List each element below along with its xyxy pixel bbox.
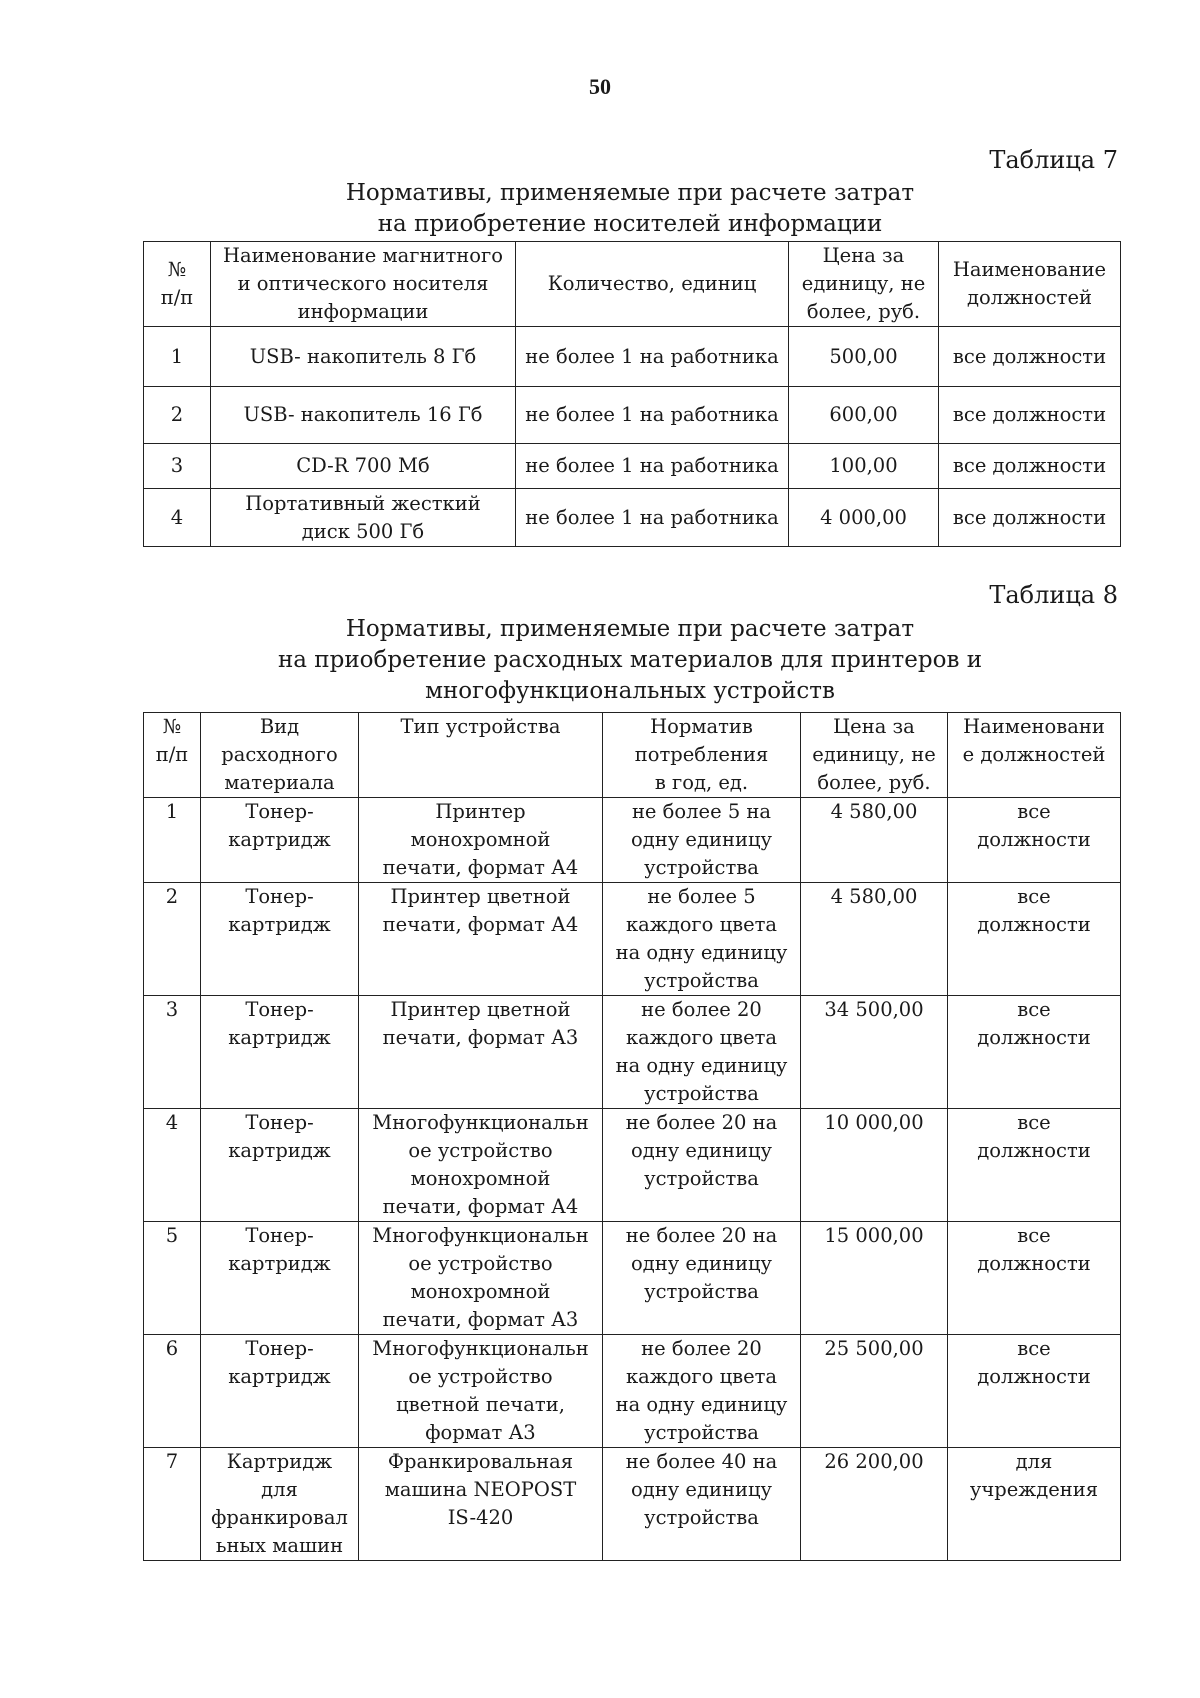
table8-header-cell: Вид расходного материала xyxy=(201,713,359,798)
table-cell: все должности xyxy=(948,798,1121,883)
table-cell: Многофункциональн ое устройство цветной печати, формат А3 xyxy=(359,1335,603,1448)
table-cell: не более 1 на работника xyxy=(516,444,789,489)
table8-title xyxy=(140,614,1120,707)
table8-label: Таблица 8 xyxy=(989,581,1118,609)
table7-header-cell: Наименование должностей xyxy=(939,242,1121,327)
table8-header-cell: № п/п xyxy=(144,713,201,798)
table-cell: 500,00 xyxy=(789,327,939,387)
table-cell: все должности xyxy=(939,387,1121,444)
table-cell: Тонер- картридж xyxy=(201,1335,359,1448)
table-cell: Франкировальная машина NEOPOST IS-420 xyxy=(359,1448,603,1561)
table-row xyxy=(144,1109,1121,1222)
table7-title-line: на приобретение носителей информации xyxy=(377,211,883,237)
table7-title-line: Нормативы, применяемые при расчете затрат xyxy=(345,180,915,206)
table7-header-cell: Наименование магнитного и оптического носителя информации xyxy=(211,242,516,327)
table-cell: 6 xyxy=(144,1335,201,1448)
table-cell: не более 1 на работника xyxy=(516,489,789,547)
table8-header-row xyxy=(144,713,1121,798)
table-cell: Портативный жесткий диск 500 Гб xyxy=(211,489,516,547)
table7-title xyxy=(140,178,1120,240)
table-row xyxy=(144,387,1121,444)
table-cell: 15 000,00 xyxy=(801,1222,948,1335)
table-cell: 2 xyxy=(144,387,211,444)
table-cell: 3 xyxy=(144,996,201,1109)
page-number: 50 xyxy=(589,74,611,99)
table8-header-cell: Норматив потребления в год, ед. xyxy=(603,713,801,798)
table-cell: не более 20 на одну единицу устройства xyxy=(603,1222,801,1335)
table-cell: все должности xyxy=(939,327,1121,387)
table-cell: 600,00 xyxy=(789,387,939,444)
table-row xyxy=(144,327,1121,387)
table-cell: Принтер цветной печати, формат А3 xyxy=(359,996,603,1109)
table-cell: 1 xyxy=(144,798,201,883)
table-row xyxy=(144,1448,1121,1561)
table-cell: 2 xyxy=(144,883,201,996)
table7 xyxy=(143,241,1121,547)
table-cell: 4 xyxy=(144,1109,201,1222)
table-cell: 10 000,00 xyxy=(801,1109,948,1222)
table7-header-cell: № п/п xyxy=(144,242,211,327)
table-cell: 4 580,00 xyxy=(801,883,948,996)
table-cell: Принтер монохромной печати, формат А4 xyxy=(359,798,603,883)
table-cell: не более 1 на работника xyxy=(516,327,789,387)
table8-header-cell: Цена за единицу, не более, руб. xyxy=(801,713,948,798)
table-cell: 26 200,00 xyxy=(801,1448,948,1561)
table-cell: все должности xyxy=(939,489,1121,547)
table7-header-cell: Количество, единиц xyxy=(516,242,789,327)
table8-title-line: многофункциональных устройств xyxy=(425,678,835,704)
table8-header-cell: Наименовани е должностей xyxy=(948,713,1121,798)
table7-label: Таблица 7 xyxy=(989,146,1118,174)
table-cell: Тонер- картридж xyxy=(201,1109,359,1222)
table-cell: Тонер- картридж xyxy=(201,798,359,883)
table-cell: все должности xyxy=(948,1109,1121,1222)
table-cell: 34 500,00 xyxy=(801,996,948,1109)
table-cell: не более 20 каждого цвета на одну единицу устройства xyxy=(603,996,801,1109)
table-cell: не более 5 на одну единицу устройства xyxy=(603,798,801,883)
table-cell: все должности xyxy=(948,1222,1121,1335)
table7-header-row xyxy=(144,242,1121,327)
table-cell: Многофункциональн ое устройство монохромной печати, формат А3 xyxy=(359,1222,603,1335)
table-cell: 5 xyxy=(144,1222,201,1335)
table8-title-line: на приобретение расходных материалов для принтеров и xyxy=(277,647,983,673)
table8-title-line: Нормативы, применяемые при расчете затрат xyxy=(345,616,915,642)
table-cell: не более 1 на работника xyxy=(516,387,789,444)
table-cell: Многофункциональн ое устройство монохромной печати, формат А4 xyxy=(359,1109,603,1222)
table-cell: Тонер- картридж xyxy=(201,1222,359,1335)
table-cell: все должности xyxy=(939,444,1121,489)
table-row xyxy=(144,444,1121,489)
table-cell: Тонер- картридж xyxy=(201,996,359,1109)
table-cell: 4 000,00 xyxy=(789,489,939,547)
table-cell: 1 xyxy=(144,327,211,387)
table-cell: 3 xyxy=(144,444,211,489)
table-cell: не более 20 на одну единицу устройства xyxy=(603,1109,801,1222)
table-cell: 100,00 xyxy=(789,444,939,489)
table-cell: Картридж для франкировал ьных машин xyxy=(201,1448,359,1561)
table-cell: 25 500,00 xyxy=(801,1335,948,1448)
table7-header-cell: Цена за единицу, не более, руб. xyxy=(789,242,939,327)
table-cell: 4 xyxy=(144,489,211,547)
table-cell: все должности xyxy=(948,996,1121,1109)
table-cell: 7 xyxy=(144,1448,201,1561)
table-cell: Тонер- картридж xyxy=(201,883,359,996)
table-row xyxy=(144,1335,1121,1448)
table-cell: Принтер цветной печати, формат А4 xyxy=(359,883,603,996)
table-row xyxy=(144,798,1121,883)
table-cell: для учреждения xyxy=(948,1448,1121,1561)
table8-header-cell: Тип устройства xyxy=(359,713,603,798)
table-cell: не более 40 на одну единицу устройства xyxy=(603,1448,801,1561)
table-cell: все должности xyxy=(948,883,1121,996)
table-cell: 4 580,00 xyxy=(801,798,948,883)
table-cell: не более 20 каждого цвета на одну единицу устройства xyxy=(603,1335,801,1448)
table-row xyxy=(144,883,1121,996)
table-cell: USB- накопитель 16 Гб xyxy=(211,387,516,444)
table-cell: не более 5 каждого цвета на одну единицу устройства xyxy=(603,883,801,996)
table-row xyxy=(144,1222,1121,1335)
table-row xyxy=(144,489,1121,547)
table-cell: все должности xyxy=(948,1335,1121,1448)
table-row xyxy=(144,996,1121,1109)
table-cell: CD-R 700 Мб xyxy=(211,444,516,489)
table8 xyxy=(143,712,1121,1561)
table-cell: USB- накопитель 8 Гб xyxy=(211,327,516,387)
